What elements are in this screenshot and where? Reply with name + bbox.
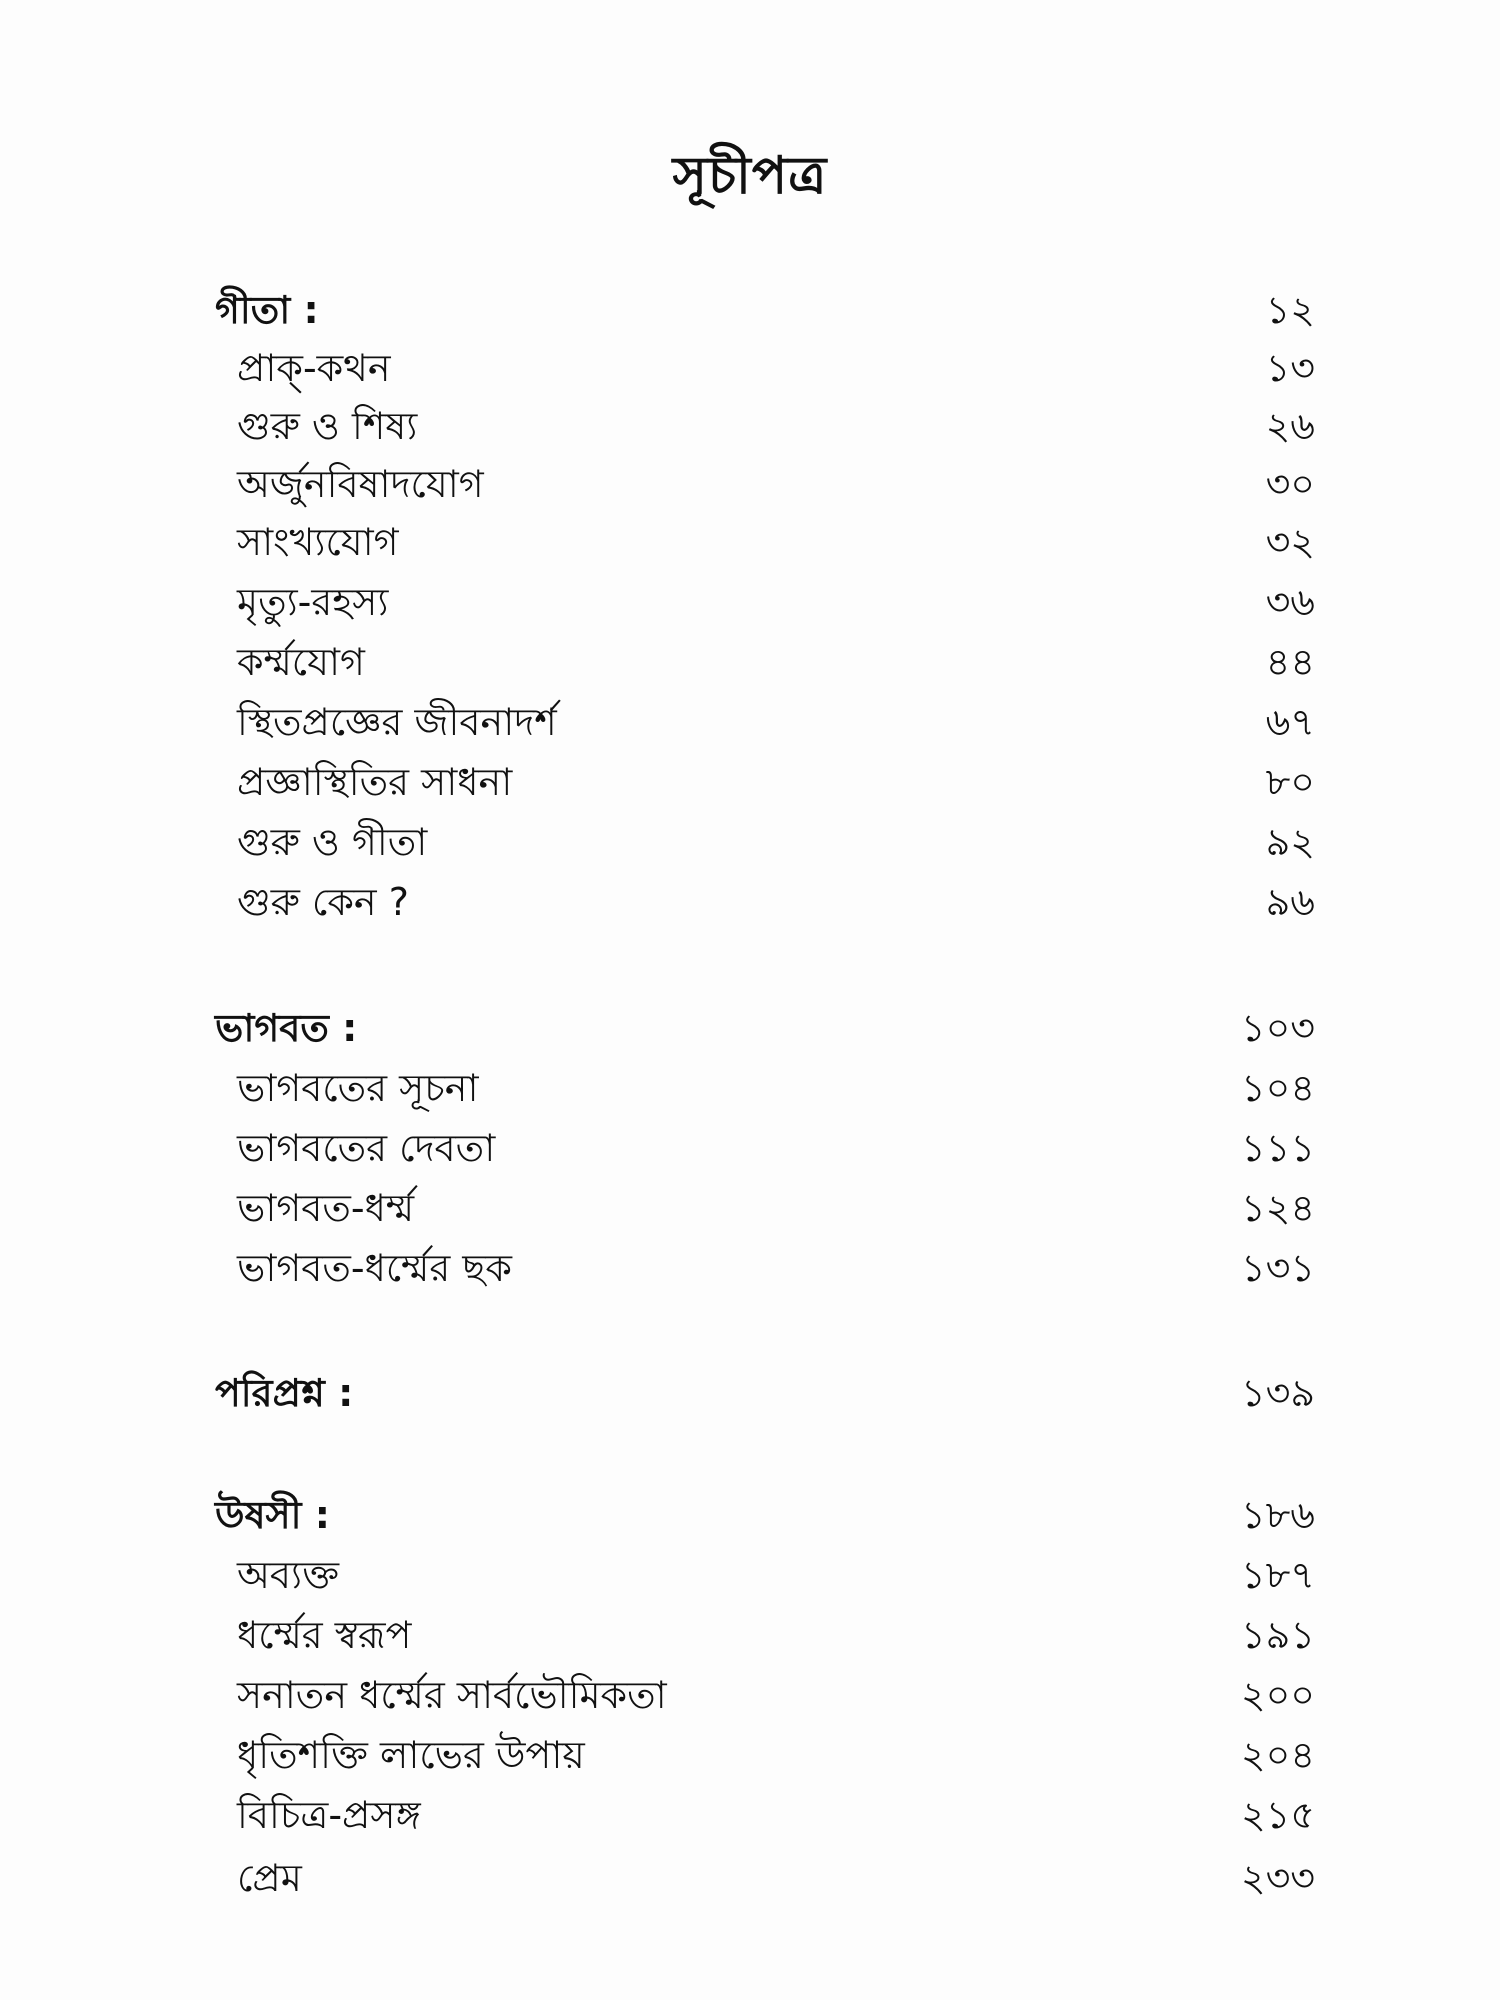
toc-entry (215, 1240, 1315, 1296)
toc-entry-label: প্রজ্ঞাস্থিতির সাধনা (237, 760, 513, 804)
page-title: সূচীপত্র (672, 146, 828, 206)
toc-entry (215, 694, 1315, 750)
toc-page-number: ১৩ (1265, 346, 1315, 390)
toc-entry-label: স্থিতপ্রজ্ঞের জীবনাদর্শ (237, 700, 557, 744)
toc-page-number: ৬৭ (1265, 700, 1315, 744)
toc-entry (215, 456, 1315, 512)
toc-entry (215, 1787, 1315, 1843)
toc-entry (215, 1547, 1315, 1603)
toc-page-number: ৯২ (1265, 820, 1315, 864)
toc-page-number: ১৩১ (1240, 1246, 1315, 1290)
toc-entry-label: ভাগবত-ধর্ম্মের ছক (237, 1246, 512, 1290)
toc-page-number: ১১১ (1241, 1126, 1315, 1170)
toc-entry (215, 398, 1315, 454)
toc-page-number: ১০৩ (1240, 1006, 1315, 1050)
toc-entry (215, 1180, 1315, 1236)
toc-entry (215, 814, 1315, 870)
toc-entry-label: গুরু ও গীতা (237, 820, 428, 864)
toc-page-number: ১৮৭ (1240, 1553, 1315, 1597)
toc-page-number: ১২৪ (1240, 1186, 1315, 1230)
toc-entry-label: কর্ম্মযোগ (237, 640, 365, 684)
toc-entry (215, 874, 1315, 930)
toc-heading-label: পরিপ্রশ্ন : (215, 1371, 354, 1415)
toc-entry-label: ভাগবতের সূচনা (237, 1066, 479, 1110)
toc-entry (215, 1667, 1315, 1723)
toc-entry-label: প্রাক্-কথন (237, 346, 391, 390)
toc-entry (215, 1727, 1315, 1783)
toc-section-heading (215, 1365, 1315, 1421)
toc-page-number: ৪৪ (1265, 640, 1315, 684)
toc-entry (215, 514, 1315, 570)
toc-entry (215, 1120, 1315, 1176)
toc-section-heading (215, 282, 1315, 338)
toc-entry (215, 634, 1315, 690)
toc-entry-label: প্রেম (237, 1856, 302, 1900)
toc-page-number: ২৬ (1265, 404, 1315, 448)
toc-entry-label: ভাগবতের দেবতা (237, 1126, 496, 1170)
toc-page-number: ৩০ (1265, 462, 1315, 506)
toc-entry-label: ভাগবত-ধর্ম্ম (237, 1186, 415, 1230)
toc-heading-label: উষসী : (215, 1493, 330, 1537)
toc-entry-label: অব্যক্ত (237, 1553, 339, 1597)
toc-entry (215, 1607, 1315, 1663)
toc-page-number: ৩২ (1265, 520, 1315, 564)
toc-entry-label: গুরু কেন ? (237, 880, 409, 924)
toc-page-number: ১২ (1265, 288, 1315, 332)
toc-page-number: ১৮৬ (1240, 1493, 1315, 1537)
toc-entry-label: ধর্ম্মের স্বরূপ (237, 1613, 412, 1657)
toc-page-number: ১৩৯ (1240, 1371, 1315, 1415)
toc-page-number: ১৯১ (1241, 1613, 1315, 1657)
toc-entry-label: ধৃতিশক্তি লাভের উপায় (237, 1733, 585, 1777)
toc-heading-label: ভাগবত : (215, 1006, 358, 1050)
toc-page-number: ২৩৩ (1240, 1856, 1315, 1900)
toc-entry-label: অর্জুনবিষাদযোগ (237, 462, 484, 506)
toc-page-number: ৯৬ (1265, 880, 1315, 924)
toc-entry (215, 754, 1315, 810)
toc-entry-label: সাংখ্যযোগ (237, 520, 399, 564)
toc-page-number: ৩৬ (1265, 580, 1315, 624)
toc-entry-label: মৃত্যু-রহস্য (237, 580, 389, 624)
toc-entry (215, 1060, 1315, 1116)
toc-entry (215, 340, 1315, 396)
toc-page-number: ৮০ (1265, 760, 1315, 804)
toc-page-number: ২০৪ (1240, 1733, 1315, 1777)
toc-page-number: ২১৫ (1240, 1793, 1315, 1837)
toc-entry-label: সনাতন ধর্ম্মের সার্বভৌমিকতা (237, 1673, 667, 1717)
toc-section-heading (215, 1000, 1315, 1056)
toc-entry-label: গুরু ও শিষ্য (237, 404, 418, 448)
toc-page-number: ২০০ (1240, 1673, 1315, 1717)
toc-page-number: ১০৪ (1240, 1066, 1315, 1110)
toc-entry (215, 1850, 1315, 1906)
toc-entry-label: বিচিত্র-প্রসঙ্গ (237, 1793, 421, 1837)
toc-heading-label: গীতা : (215, 288, 319, 332)
toc-section-heading (215, 1487, 1315, 1543)
toc-entry (215, 574, 1315, 630)
